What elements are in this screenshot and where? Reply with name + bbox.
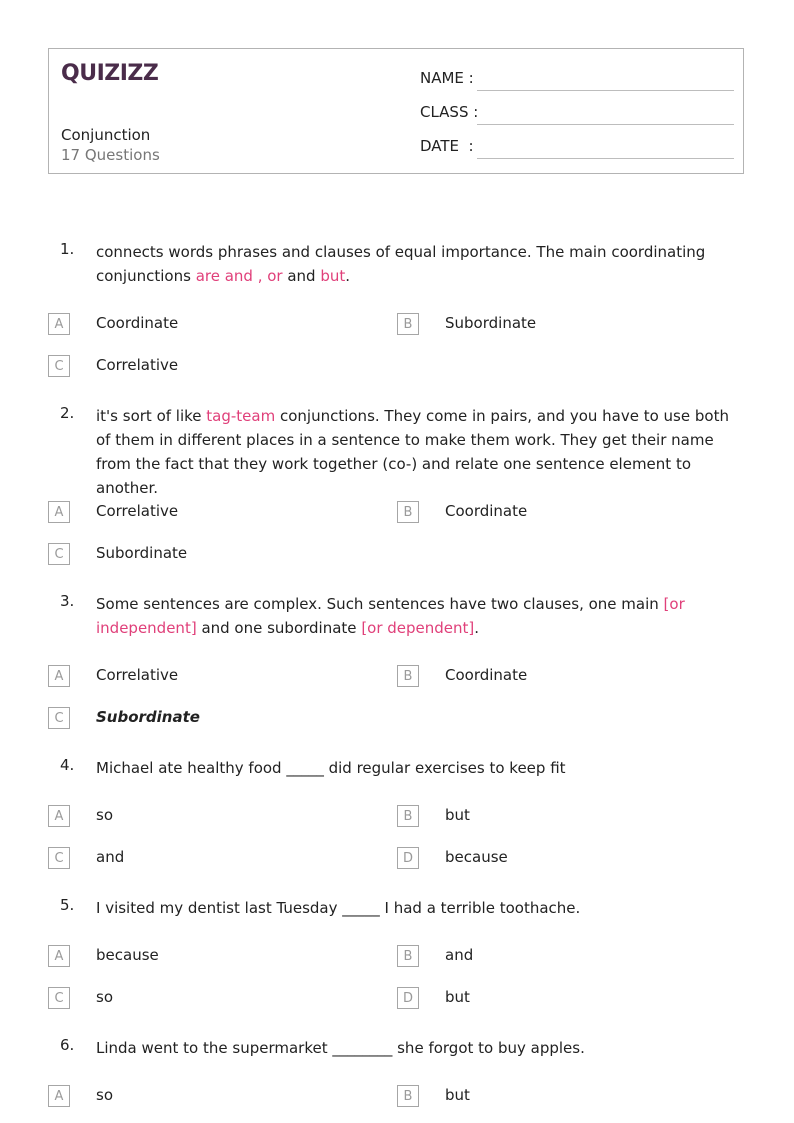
question-count: 17 Questions [61,146,160,164]
question-number: 5. [60,896,75,914]
option-letter-box: A [48,1085,70,1107]
question-text-part: conjunctions. They come in pairs, and you have to use both of them in different places in a sentence to make them work. They get their name from the fact that they work together (co-) and relate one sentence element to another. [96,407,729,497]
option-text: because [445,848,508,866]
option-letter-box: B [397,501,419,523]
option-text: and [96,848,125,866]
worksheet-header [48,48,744,174]
option-letter-box: A [48,805,70,827]
name-line [477,90,734,91]
question-text-part: and [282,267,321,285]
question-number: 4. [60,756,75,774]
option-text: and [445,946,474,964]
highlighted-text: are and , or [195,267,283,285]
option-text: Coordinate [445,502,528,520]
option-letter-box: C [48,987,70,1009]
question-text [96,592,746,640]
question-text-part: Michael ate healthy food _____ did regular exercises to keep fit [96,759,566,777]
option-letter-box: D [397,847,419,869]
option-letter-box: B [397,1085,419,1107]
option-letter-box: A [48,501,70,523]
question-text-part: . [474,619,480,637]
option-text-answer: Subordinate [96,708,200,726]
option-text: but [445,1086,470,1104]
option-text: so [96,1086,113,1104]
option-letter-box: B [397,313,419,335]
option-text: Correlative [96,666,179,684]
question-text [96,1036,746,1060]
question-text-part: Some sentences are complex. Such sentences have two clauses, one main [96,595,664,613]
option-text: Correlative [96,502,179,520]
question-text-part: . [345,267,351,285]
question-text-part: it's sort of like [96,407,207,425]
question-number: 3. [60,592,75,610]
option-letter-box: C [48,707,70,729]
option-text: but [445,988,470,1006]
date-label: DATE : [420,137,474,155]
option-letter-box: B [397,665,419,687]
option-letter-box: A [48,945,70,967]
worksheet-title: Conjunction [61,126,151,144]
question-number: 6. [60,1036,75,1054]
question-number: 2. [60,404,75,422]
name-field[interactable] [420,69,734,93]
highlighted-text: [or dependent] [361,619,475,637]
option-letter-box: A [48,313,70,335]
option-text: Coordinate [445,666,528,684]
option-text: so [96,806,113,824]
highlighted-text: but [320,267,346,285]
question-text [96,756,746,780]
class-label: CLASS : [420,103,479,121]
option-letter-box: D [397,987,419,1009]
option-text: because [96,946,159,964]
class-field[interactable] [420,103,734,127]
option-letter-box: C [48,847,70,869]
option-letter-box: A [48,665,70,687]
question-text [96,896,746,920]
highlighted-text: [or independent] [96,595,685,637]
question-text-part: connects words phrases and clauses of equal importance. The main coordinating conjunctions [96,243,706,285]
option-letter-box: B [397,805,419,827]
question-text-part: I visited my dentist last Tuesday _____ I had a terrible toothache. [96,899,581,917]
option-text: but [445,806,470,824]
quizizz-logo: QUIZIZZ [61,61,159,86]
option-text: Subordinate [96,544,188,562]
option-text: Correlative [96,356,179,374]
class-line [477,124,734,125]
question-text [96,404,746,500]
question-text-part: Linda went to the supermarket ________ she forgot to buy apples. [96,1039,585,1057]
question-text [96,240,746,288]
option-text: Subordinate [445,314,537,332]
option-text: Coordinate [96,314,179,332]
date-line [477,158,734,159]
highlighted-text: tag-team [206,407,276,425]
date-field[interactable] [420,137,734,161]
option-text: so [96,988,113,1006]
question-text-part: and one subordinate [196,619,362,637]
name-label: NAME : [420,69,474,87]
option-letter-box: C [48,543,70,565]
option-letter-box: B [397,945,419,967]
option-letter-box: C [48,355,70,377]
question-number: 1. [60,240,75,258]
